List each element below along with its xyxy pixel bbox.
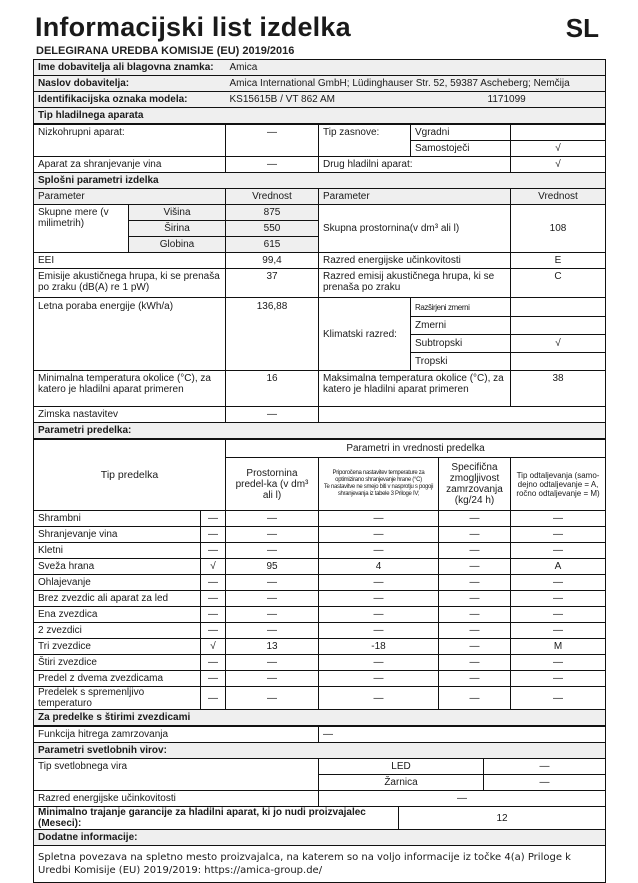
compartment-defrost-type: — bbox=[511, 623, 606, 639]
led-value: — bbox=[484, 759, 606, 775]
min-temp-value: 16 bbox=[226, 371, 319, 407]
compartment-type: Tri zvezdice bbox=[34, 639, 201, 655]
compartment-rows bbox=[34, 511, 606, 710]
general-table bbox=[33, 124, 606, 439]
climate-class-option: Subtropski bbox=[411, 335, 511, 353]
compartment-defrost-type: — bbox=[511, 543, 606, 559]
height-value: 875 bbox=[226, 205, 319, 221]
param-header-right: Parameter bbox=[319, 189, 511, 205]
compartment-present: — bbox=[201, 687, 226, 710]
language-code: SL bbox=[565, 13, 599, 43]
supplier-address-label: Naslov dobavitelja: bbox=[34, 76, 226, 92]
compartment-freeze-capacity: — bbox=[439, 543, 511, 559]
wine-storage-label: Aparat za shranjevanje vina bbox=[34, 157, 226, 173]
climate-class-option: Tropski bbox=[411, 353, 511, 371]
bulb-label: Žarnica bbox=[319, 775, 484, 791]
compartment-volume: 95 bbox=[226, 559, 319, 575]
compartment-row bbox=[34, 655, 606, 671]
compartment-defrost-type: — bbox=[511, 655, 606, 671]
noise-emission-value: 37 bbox=[226, 269, 319, 298]
led-label: LED bbox=[319, 759, 484, 775]
supplier-address-value: Amica International GmbH; Lüdinghauser Str. 52, 59387 Ascheberg; Nemčija bbox=[226, 76, 606, 92]
value-header-left: Vrednost bbox=[226, 189, 319, 205]
compartment-volume: — bbox=[226, 511, 319, 527]
total-volume-value: 108 bbox=[511, 205, 606, 253]
annual-energy-value: 136,88 bbox=[226, 298, 319, 371]
compartment-volume: 13 bbox=[226, 639, 319, 655]
warranty-label: Minimalno trajanje garancije za hladilni aparat, ki jo nudi proizvajalec (Meseci): bbox=[34, 807, 399, 830]
compartment-row bbox=[34, 607, 606, 623]
eei-value: 99,4 bbox=[226, 253, 319, 269]
compartment-type: Ohlajevanje bbox=[34, 575, 201, 591]
compartment-present: — bbox=[201, 543, 226, 559]
light-energy-class-label: Razred energijske učinkovitosti bbox=[34, 791, 319, 807]
width-value: 550 bbox=[226, 221, 319, 237]
compartment-type: 2 zvezdici bbox=[34, 623, 201, 639]
compartment-volume: — bbox=[226, 671, 319, 687]
recommended-temp-header-line2: Te nastavitve ne smejo biti v nasprotju s pogoji shranjevanja iz tabele 3 Priloge IV; bbox=[323, 484, 434, 497]
section-additional-info: Dodatne informacije: bbox=[34, 830, 606, 846]
compartment-row bbox=[34, 575, 606, 591]
model-code: 1171099 bbox=[484, 92, 606, 108]
additional-info-text: Spletna povezava na spletno mesto proizvajalca, na katerem so na voljo informacije iz točke 4(a) Priloge k Uredbi Komisije (EU) 2019/2019: https://amica-group.de/ bbox=[34, 846, 606, 883]
recommended-temp-header bbox=[319, 458, 439, 511]
compartment-present: — bbox=[201, 511, 226, 527]
extra-table bbox=[33, 726, 606, 883]
min-temp-label: Minimalna temperatura okolice (°C), za katero je hladilni aparat primeren bbox=[34, 371, 226, 407]
model-id-value: KS15615B / VT 862 AM bbox=[226, 92, 484, 108]
fast-freeze-label: Funkcija hitrega zamrzovanja bbox=[34, 727, 319, 743]
compartment-freeze-capacity: — bbox=[439, 575, 511, 591]
compartment-present: √ bbox=[201, 639, 226, 655]
compartment-volume: — bbox=[226, 543, 319, 559]
compartment-volume: — bbox=[226, 655, 319, 671]
compartment-defrost-type: — bbox=[511, 687, 606, 710]
compartment-present: — bbox=[201, 607, 226, 623]
compartment-row bbox=[34, 527, 606, 543]
compartment-defrost-type: M bbox=[511, 639, 606, 655]
compartment-temp: — bbox=[319, 575, 439, 591]
compartment-type: Shrambni bbox=[34, 511, 201, 527]
compartment-freeze-capacity: — bbox=[439, 655, 511, 671]
compartment-present: — bbox=[201, 575, 226, 591]
built-in-value bbox=[511, 125, 606, 141]
annual-energy-label: Letna poraba energije (kWh/a) bbox=[34, 298, 226, 371]
compartment-type: Brez zvezdic ali aparat za led bbox=[34, 591, 201, 607]
fast-freeze-value: — bbox=[319, 727, 606, 743]
compartment-volume: — bbox=[226, 687, 319, 710]
freezing-capacity-header: Specifična zmogljivost zamrzovanja (kg/24 h) bbox=[439, 458, 511, 511]
design-type-label: Tip zasnove: bbox=[319, 125, 411, 157]
compartment-row bbox=[34, 687, 606, 710]
width-label: Širina bbox=[129, 221, 226, 237]
compartment-present: √ bbox=[201, 559, 226, 575]
compartment-temp: — bbox=[319, 511, 439, 527]
compartment-defrost-type: — bbox=[511, 607, 606, 623]
recommended-temp-header-line1: Priporočena nastavitev temperature za optimizirano shranjevanje hrane (°C) bbox=[332, 470, 425, 483]
compartment-volume: — bbox=[226, 591, 319, 607]
freestanding-label: Samostoječi bbox=[411, 141, 511, 157]
compartment-freeze-capacity: — bbox=[439, 527, 511, 543]
supplier-name-value: Amica bbox=[226, 60, 606, 76]
warranty-value: 12 bbox=[399, 807, 606, 830]
compartment-freeze-capacity: — bbox=[439, 639, 511, 655]
product-information-sheet bbox=[33, 14, 605, 883]
compartment-params-header: Parametri in vrednosti predelka bbox=[226, 440, 606, 458]
empty-cell bbox=[319, 407, 606, 423]
section-light-sources: Parametri svetlobnih virov: bbox=[34, 743, 606, 759]
compartment-freeze-capacity: — bbox=[439, 687, 511, 710]
compartment-type: Shranjevanje vina bbox=[34, 527, 201, 543]
compartment-present: — bbox=[201, 591, 226, 607]
total-volume-label: Skupna prostornina(v dm³ ali l) bbox=[319, 205, 511, 253]
compartment-type: Štiri zvezdice bbox=[34, 655, 201, 671]
section-four-star: Za predelke s štirimi zvezdicami bbox=[34, 710, 606, 726]
model-id-label: Identifikacijska oznaka modela: bbox=[34, 92, 226, 108]
noise-class-value: C bbox=[511, 269, 606, 298]
regulation-subtitle: DELEGIRANA UREDBA KOMISIJE (EU) 2019/2016 bbox=[36, 45, 295, 57]
compartment-volume-header: Prostornina predel-ka (v dm³ ali l) bbox=[226, 458, 319, 511]
compartment-row bbox=[34, 511, 606, 527]
depth-value: 615 bbox=[226, 237, 319, 253]
compartment-present: — bbox=[201, 655, 226, 671]
compartment-type: Predelek s spremenljivo temperaturo bbox=[34, 687, 201, 710]
max-temp-label: Maksimalna temperatura okolice (°C), za katero je hladilni aparat primeren bbox=[319, 371, 511, 407]
other-appliance-label: Drug hladilni aparat: bbox=[319, 157, 511, 173]
compartment-present: — bbox=[201, 527, 226, 543]
compartment-temp: — bbox=[319, 607, 439, 623]
compartment-temp: — bbox=[319, 623, 439, 639]
bulb-value: — bbox=[484, 775, 606, 791]
compartments-table bbox=[33, 439, 606, 726]
compartment-type-header: Tip predelka bbox=[34, 440, 226, 511]
compartment-temp: -18 bbox=[319, 639, 439, 655]
compartment-temp: 4 bbox=[319, 559, 439, 575]
height-label: Višina bbox=[129, 205, 226, 221]
compartment-row bbox=[34, 639, 606, 655]
defrost-type-header: Tip odtaljevanja (samo-dejno odtaljevanje = A, ročno odtaljevanje = M) bbox=[511, 458, 606, 511]
compartment-temp: — bbox=[319, 543, 439, 559]
title-row bbox=[33, 14, 605, 44]
compartment-freeze-capacity: — bbox=[439, 559, 511, 575]
compartment-row bbox=[34, 591, 606, 607]
light-type-label: Tip svetlobnega vira bbox=[34, 759, 319, 791]
climate-class-check bbox=[511, 353, 606, 371]
energy-class-value: E bbox=[511, 253, 606, 269]
section-compartments: Parametri predelka: bbox=[34, 423, 606, 439]
compartment-freeze-capacity: — bbox=[439, 511, 511, 527]
winter-setting-label: Zimska nastavitev bbox=[34, 407, 226, 423]
low-noise-value: — bbox=[226, 125, 319, 157]
compartment-temp: — bbox=[319, 527, 439, 543]
compartment-freeze-capacity: — bbox=[439, 591, 511, 607]
compartment-freeze-capacity: — bbox=[439, 623, 511, 639]
climate-class-option: Zmerni bbox=[411, 317, 511, 335]
compartment-defrost-type: A bbox=[511, 559, 606, 575]
energy-class-label: Razred energijske učinkovitosti bbox=[319, 253, 511, 269]
compartment-temp: — bbox=[319, 655, 439, 671]
compartment-volume: — bbox=[226, 623, 319, 639]
compartment-type: Ena zvezdica bbox=[34, 607, 201, 623]
compartment-row bbox=[34, 623, 606, 639]
compartment-volume: — bbox=[226, 607, 319, 623]
compartment-freeze-capacity: — bbox=[439, 607, 511, 623]
compartment-temp: — bbox=[319, 671, 439, 687]
climate-class-check bbox=[511, 298, 606, 317]
climate-class-label: Klimatski razred: bbox=[319, 298, 411, 371]
section-appliance-type: Tip hladilnega aparata bbox=[34, 108, 606, 124]
low-noise-label: Nizkohrupni aparat: bbox=[34, 125, 226, 157]
param-header-left: Parameter bbox=[34, 189, 226, 205]
supplier-table bbox=[33, 59, 606, 124]
winter-setting-value: — bbox=[226, 407, 319, 423]
dimensions-label: Skupne mere (v milimetrih) bbox=[34, 205, 129, 253]
climate-class-option: Razširjeni zmerni bbox=[411, 298, 511, 317]
compartment-temp: — bbox=[319, 687, 439, 710]
max-temp-value: 38 bbox=[511, 371, 606, 407]
depth-label: Globina bbox=[129, 237, 226, 253]
value-header-right: Vrednost bbox=[511, 189, 606, 205]
compartment-row bbox=[34, 559, 606, 575]
compartment-defrost-type: — bbox=[511, 527, 606, 543]
compartment-defrost-type: — bbox=[511, 511, 606, 527]
built-in-label: Vgradni bbox=[411, 125, 511, 141]
eei-label: EEI bbox=[34, 253, 226, 269]
compartment-defrost-type: — bbox=[511, 671, 606, 687]
compartment-row bbox=[34, 671, 606, 687]
compartment-freeze-capacity: — bbox=[439, 671, 511, 687]
compartment-volume: — bbox=[226, 527, 319, 543]
compartment-temp: — bbox=[319, 591, 439, 607]
noise-class-label: Razred emisij akustičnega hrupa, ki se prenaša po zraku bbox=[319, 269, 511, 298]
compartment-defrost-type: — bbox=[511, 575, 606, 591]
compartment-volume: — bbox=[226, 575, 319, 591]
climate-class-check: √ bbox=[511, 335, 606, 353]
light-energy-class-value: — bbox=[319, 791, 606, 807]
supplier-name-label: Ime dobavitelja ali blagovna znamka: bbox=[34, 60, 226, 76]
freestanding-value: √ bbox=[511, 141, 606, 157]
wine-storage-value: — bbox=[226, 157, 319, 173]
section-general-params: Splošni parametri izdelka bbox=[34, 173, 606, 189]
compartment-present: — bbox=[201, 623, 226, 639]
compartment-type: Predel z dvema zvezdicama bbox=[34, 671, 201, 687]
compartment-type: Kletni bbox=[34, 543, 201, 559]
other-appliance-value: √ bbox=[511, 157, 606, 173]
compartment-type: Sveža hrana bbox=[34, 559, 201, 575]
page-title: Informacijski list izdelka bbox=[35, 12, 351, 42]
compartment-row bbox=[34, 543, 606, 559]
compartment-present: — bbox=[201, 671, 226, 687]
compartment-defrost-type: — bbox=[511, 591, 606, 607]
climate-class-check bbox=[511, 317, 606, 335]
noise-emission-label: Emisije akustičnega hrupa, ki se prenaša po zraku (dB(A) re 1 pW) bbox=[34, 269, 226, 298]
